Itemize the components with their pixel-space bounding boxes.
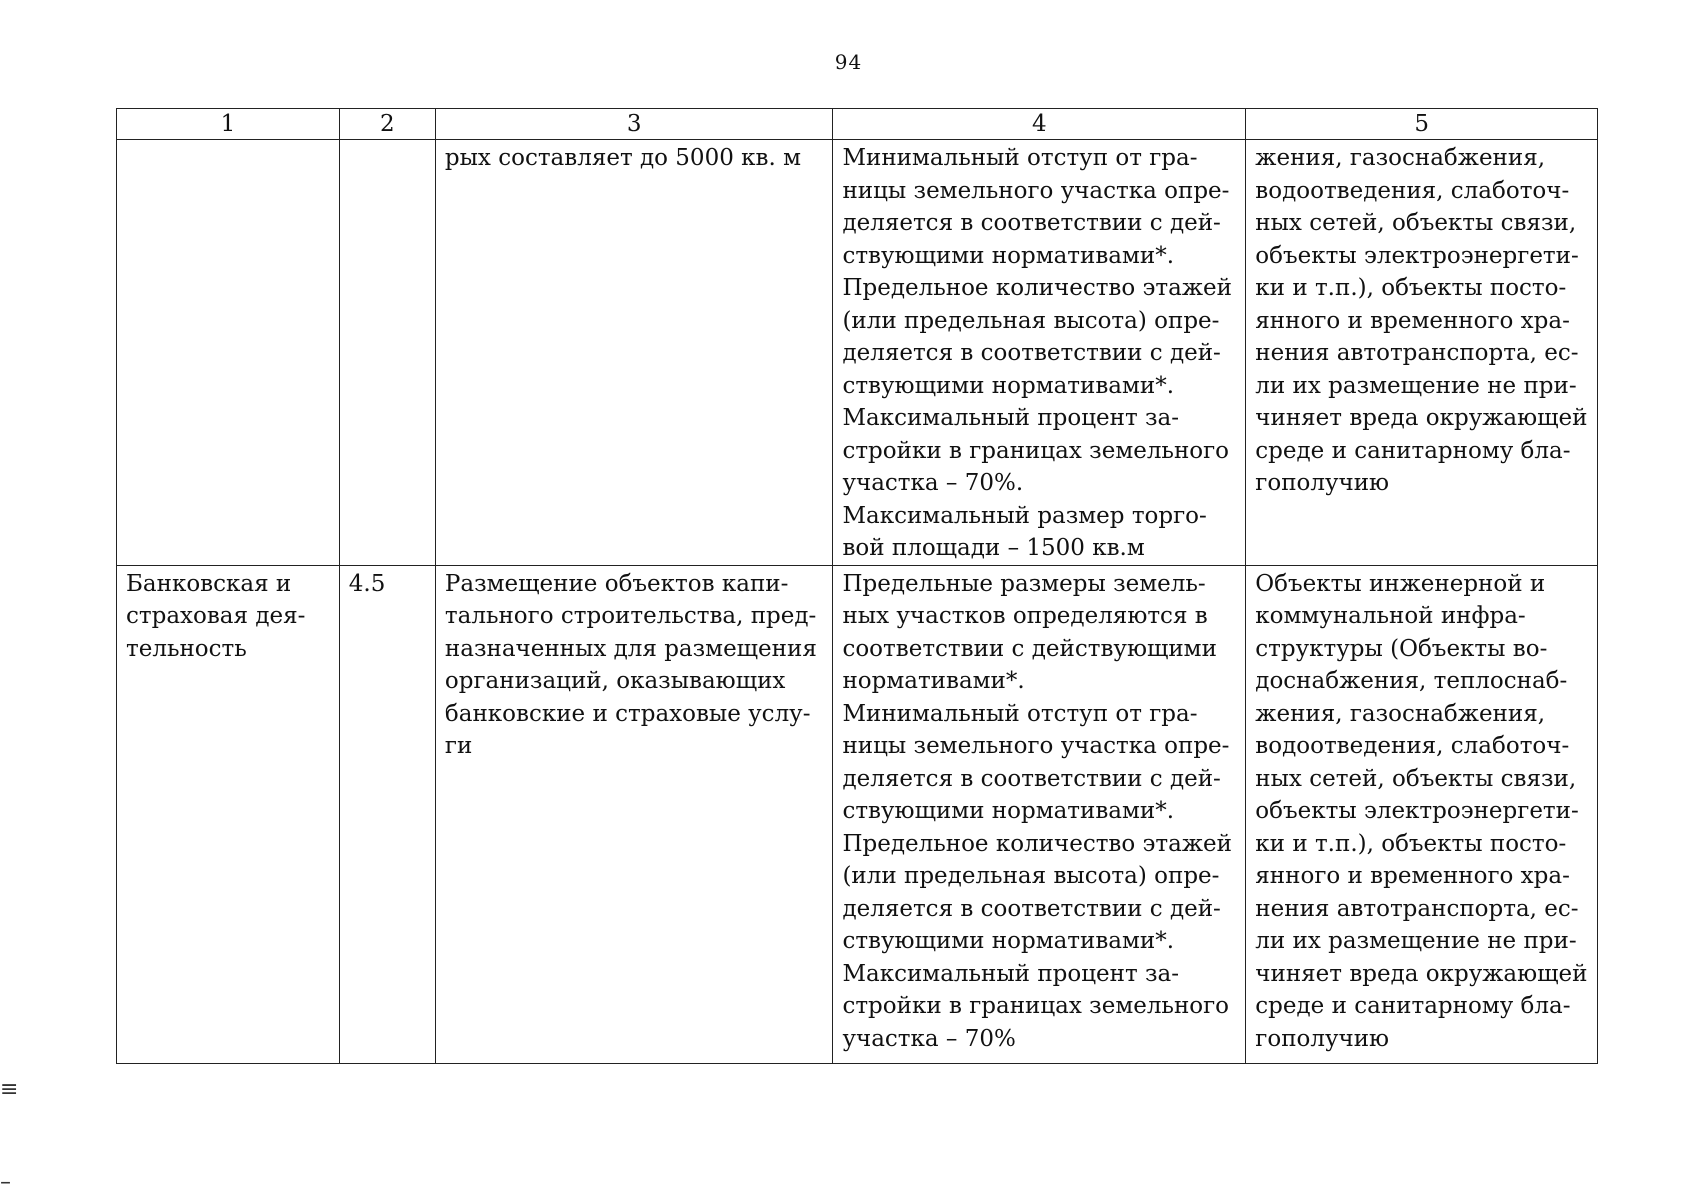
cell-text-line: Размещение объектов капи- xyxy=(444,570,789,597)
cell-text-line: среде и санитарному бла- xyxy=(1255,437,1571,464)
column-header-2: 2 xyxy=(339,109,435,140)
table-cell-3 xyxy=(435,565,833,1063)
cell-text-line: тального строительства, пред- xyxy=(444,603,817,629)
cell-text-line: стройки в границах земельного xyxy=(842,993,1230,1019)
cell-text-line: ных сетей, объекты связи, xyxy=(1255,765,1577,792)
cell-text-line: Максимальный процент за- xyxy=(842,405,1180,431)
cell-text-line: водоотведения, слаботоч- xyxy=(1255,733,1570,759)
cell-text-line: ных сетей, объекты связи, xyxy=(1255,210,1577,236)
cell-text-line: (или предельная высота) опре- xyxy=(842,863,1220,889)
cell-text-line: участка – 70%. xyxy=(842,470,1024,496)
cell-text-line: чиняет вреда окружающей xyxy=(1255,405,1588,431)
cell-text-line: нения автотранспорта, ес- xyxy=(1255,340,1579,366)
cell-text-line: ги xyxy=(444,733,473,759)
cell-text-line: ли их размещение не при- xyxy=(1255,928,1577,954)
cell-text-line: гополучию xyxy=(1255,1025,1390,1052)
cell-text-line: 4.5 xyxy=(348,570,386,597)
cell-text-line: Максимальный размер торго- xyxy=(842,502,1207,529)
cell-text-line: назначенных для размещения xyxy=(444,635,817,662)
cell-text-line: гополучию xyxy=(1255,470,1390,496)
margin-mark-lower: – xyxy=(0,1170,11,1195)
cell-text-line: коммунальной инфра- xyxy=(1255,603,1526,629)
cell-text-line: Банковская и xyxy=(126,570,292,597)
cell-text-line: Объекты инженерной и xyxy=(1255,570,1546,597)
cell-text-line: ствующими нормативами*. xyxy=(842,242,1175,269)
page-number: 94 xyxy=(834,50,863,74)
cell-text-line: (или предельная высота) опре- xyxy=(842,307,1220,334)
cell-text-line: ницы земельного участка опре- xyxy=(842,177,1230,204)
cell-text-line: вой площади – 1500 кв.м xyxy=(842,535,1145,561)
column-header-1: 1 xyxy=(117,109,340,140)
table-cell-2 xyxy=(339,140,435,566)
cell-text-line: доснабжения, теплоснаб- xyxy=(1255,668,1568,694)
cell-text-line: стройки в границах земельного xyxy=(842,437,1230,464)
cell-text-line: среде и санитарному бла- xyxy=(1255,993,1571,1019)
cell-text-line: объекты электроэнергети- xyxy=(1255,798,1579,824)
cell-text-line: нения автотранспорта, ес- xyxy=(1255,895,1579,922)
cell-text-line: нормативами*. xyxy=(842,668,1025,694)
cell-text-line: деляется в соответствии с дей- xyxy=(842,765,1221,792)
cell-text-line: банковские и страховые услу- xyxy=(444,700,811,727)
cell-text-line: деляется в соответствии с дей- xyxy=(842,210,1221,236)
cell-text-line: объекты электроэнергети- xyxy=(1255,242,1579,269)
cell-text-line: ки и т.п.), объекты посто- xyxy=(1255,275,1567,301)
cell-text-line: деляется в соответствии с дей- xyxy=(842,895,1221,922)
cell-text-line: деляется в соответствии с дей- xyxy=(842,340,1221,366)
cell-text-line: Предельное количество этажей xyxy=(842,830,1232,857)
cell-text-line: Максимальный процент за- xyxy=(842,960,1180,987)
table-cell-3 xyxy=(435,140,833,566)
table-cell-2 xyxy=(339,565,435,1063)
column-header-5: 5 xyxy=(1246,109,1598,140)
cell-text-line: ствующими нормативами*. xyxy=(842,372,1175,399)
cell-text-line: организаций, оказывающих xyxy=(444,668,786,694)
table-cell-4 xyxy=(833,565,1246,1063)
margin-mark-upper: ≡ xyxy=(0,1077,19,1102)
cell-text-line: ных участков определяются в xyxy=(842,603,1208,629)
table-cell-1 xyxy=(117,565,340,1063)
cell-text-line: янного и временного хра- xyxy=(1255,307,1570,334)
document-table xyxy=(116,108,1598,1064)
cell-text-line: ницы земельного участка опре- xyxy=(842,733,1230,759)
column-header-4: 4 xyxy=(833,109,1246,140)
cell-text-line: Предельное количество этажей xyxy=(842,275,1232,301)
cell-text-line: водоотведения, слаботоч- xyxy=(1255,177,1570,204)
table-cell-5 xyxy=(1246,565,1598,1063)
table-cell-5 xyxy=(1246,140,1598,566)
cell-text-line: жения, газоснабжения, xyxy=(1255,145,1546,171)
cell-text-line: янного и временного хра- xyxy=(1255,863,1570,889)
table-row xyxy=(117,140,1598,566)
cell-text-line: ствующими нормативами*. xyxy=(842,928,1175,954)
cell-text-line: Минимальный отступ от гра- xyxy=(842,700,1198,727)
cell-text-line: соответствии с действующими xyxy=(842,635,1217,662)
cell-text-line: ли их размещение не при- xyxy=(1255,372,1577,399)
cell-text-line: Предельные размеры земель- xyxy=(842,570,1206,597)
cell-text-line: страховая дея- xyxy=(126,603,306,629)
table-cell-1 xyxy=(117,140,340,566)
cell-text-line: ки и т.п.), объекты посто- xyxy=(1255,830,1567,857)
cell-text-line: Минимальный отступ от гра- xyxy=(842,145,1198,171)
column-header-3: 3 xyxy=(435,109,833,140)
table-cell-4 xyxy=(833,140,1246,566)
table-header-row xyxy=(117,109,1598,140)
cell-text-line: тельность xyxy=(126,635,247,662)
cell-text-line: рых составляет до 5000 кв. м xyxy=(444,145,801,171)
cell-text-line: участка – 70% xyxy=(842,1025,1016,1052)
cell-text-line: структуры (Объекты во- xyxy=(1255,635,1548,662)
cell-text-line: чиняет вреда окружающей xyxy=(1255,960,1588,987)
table-row xyxy=(117,565,1598,1063)
cell-text-line: жения, газоснабжения, xyxy=(1255,700,1546,727)
cell-text-line: ствующими нормативами*. xyxy=(842,798,1175,824)
